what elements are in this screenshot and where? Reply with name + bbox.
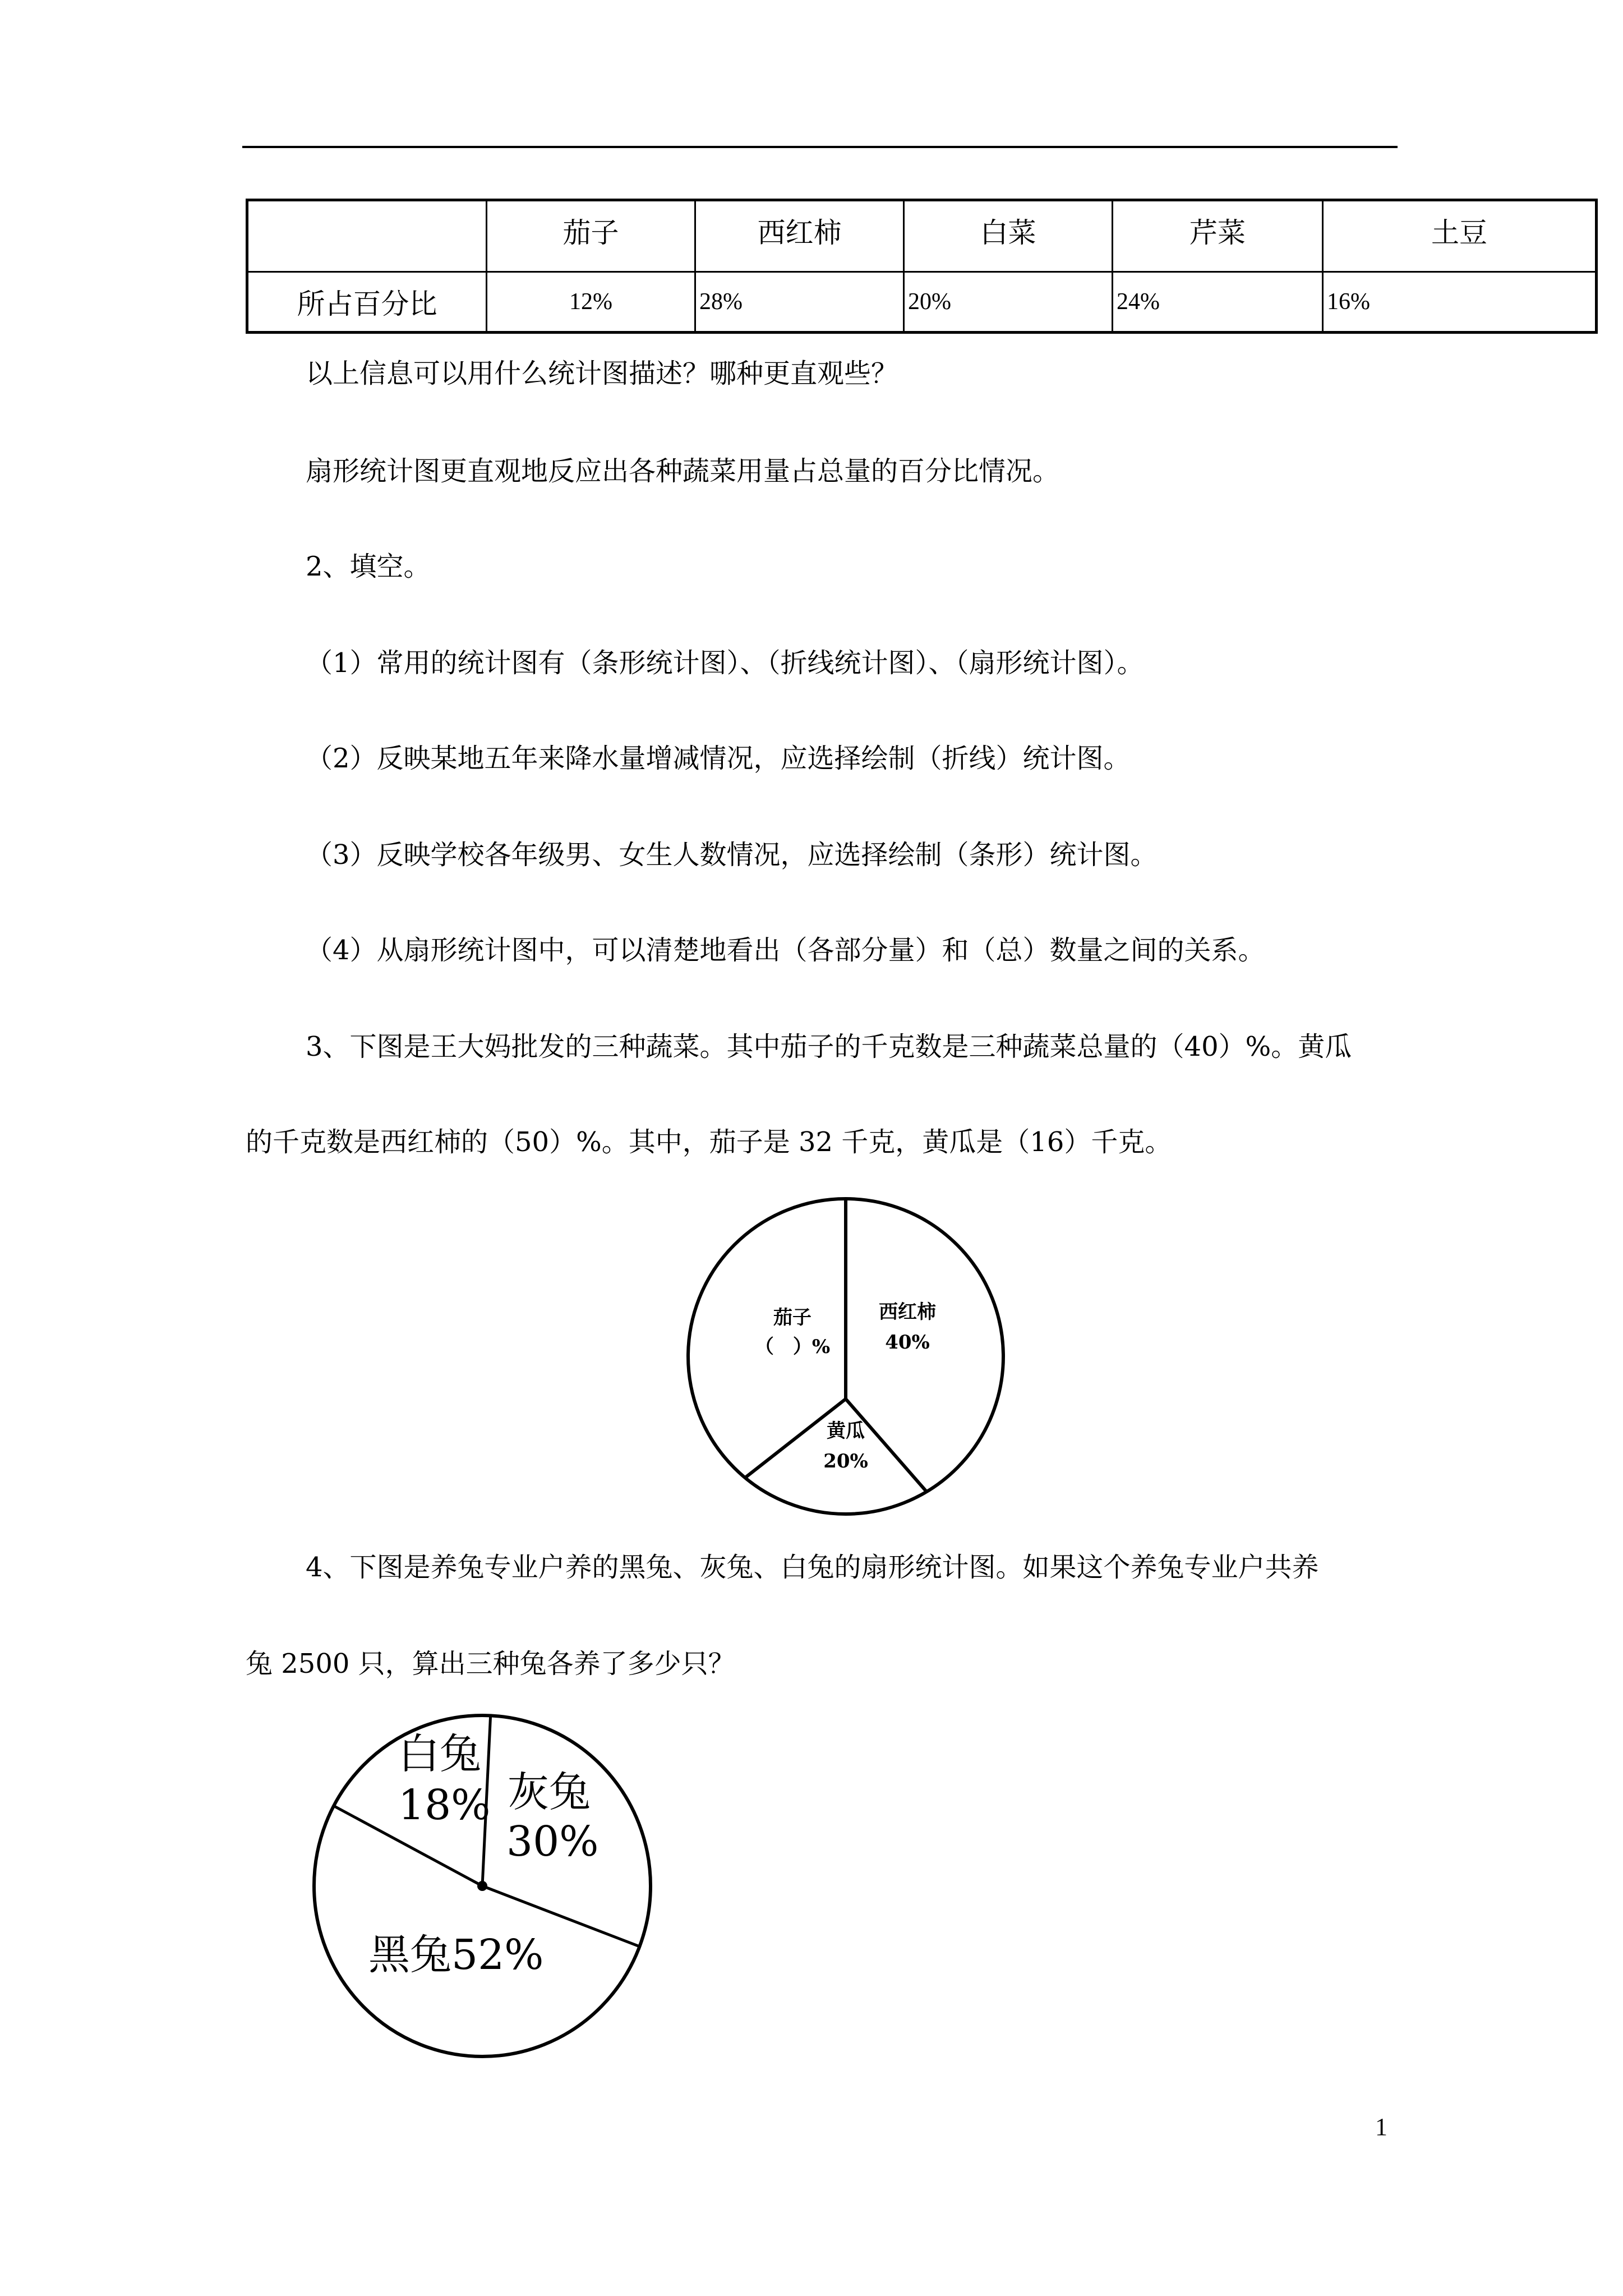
section-2-title: 2、填空。: [306, 551, 431, 582]
table-cell: 28%: [695, 272, 904, 333]
table-cell: 16%: [1323, 272, 1597, 333]
pie-label-cucumber: 黄瓜: [827, 1420, 865, 1442]
pie-center-dot: [477, 1881, 487, 1891]
table-header-cell: 西红柿: [695, 200, 904, 272]
pie-value-gray-rabbit: 30%: [506, 1818, 599, 1866]
answer-chart-type: 扇形统计图更直观地反应出各种蔬菜用量占总量的百分比情况。: [306, 455, 1060, 487]
vegetable-pie-chart: [683, 1194, 1008, 1519]
table-header-cell: 土豆: [1323, 200, 1597, 272]
pie-value-white-rabbit: 18%: [398, 1781, 491, 1829]
pie-label-tomato: 西红柿: [879, 1301, 936, 1323]
table-header-cell: 白菜: [904, 200, 1113, 272]
table-row: [247, 272, 1597, 333]
header-rule: [242, 146, 1398, 148]
table-header-cell: 茄子: [487, 200, 695, 272]
vegetable-percent-table: [246, 199, 1598, 334]
section-2-item-4: （4）从扇形统计图中，可以清楚地看出（各部分量）和（总）数量之间的关系。: [306, 935, 1265, 966]
pie-value-tomato: 40%: [885, 1331, 930, 1354]
section-2-item-1: （1）常用的统计图有（条形统计图）、（折线统计图）、（扇形统计图）。: [306, 647, 1144, 679]
pie-value-cucumber: 20%: [823, 1450, 868, 1473]
pie-label-eggplant: 茄子: [773, 1306, 811, 1329]
table-row-label: 所占百分比: [247, 272, 487, 333]
section-4-line-1: 4、下图是养兔专业户养的黑兔、灰兔、白兔的扇形统计图。如果这个养兔专业户共养: [306, 1552, 1319, 1583]
table-cell: 12%: [487, 272, 695, 333]
section-2-item-2: （2）反映某地五年来降水量增减情况，应选择绘制（折线）统计图。: [306, 743, 1131, 774]
question-chart-type: 以上信息可以用什么统计图描述？哪种更直观些？: [306, 358, 898, 389]
section-2-item-3: （3）反映学校各年级男、女生人数情况，应选择绘制（条形）统计图。: [306, 839, 1158, 871]
table-cell: 24%: [1113, 272, 1323, 333]
section-4-line-2: 兔 2500 只，算出三种兔各养了多少只？: [246, 1648, 735, 1680]
page-number: 1: [1375, 2113, 1387, 2141]
pie-slice-boundary: [846, 1399, 926, 1492]
table-cell: 20%: [904, 272, 1113, 333]
table-header-cell: [247, 200, 487, 272]
pie-label-gray-rabbit: 灰兔: [508, 1768, 591, 1816]
section-3-line-1: 3、下图是王大妈批发的三种蔬菜。其中茄子的千克数是三种蔬菜总量的（40）%。黄瓜: [306, 1031, 1352, 1062]
table-header-cell: 芹菜: [1113, 200, 1323, 272]
section-3-line-2: 的千克数是西红柿的（50）%。其中，茄子是 32 千克，黄瓜是（16）千克。: [246, 1126, 1172, 1158]
table-header-row: [247, 200, 1597, 272]
pie-label-black-rabbit: 黑兔52%: [368, 1931, 544, 1979]
pie-label-white-rabbit: 白兔: [398, 1730, 481, 1778]
rabbit-pie-chart: [306, 1705, 659, 2064]
pie-value-eggplant: （ ）%: [754, 1336, 831, 1358]
